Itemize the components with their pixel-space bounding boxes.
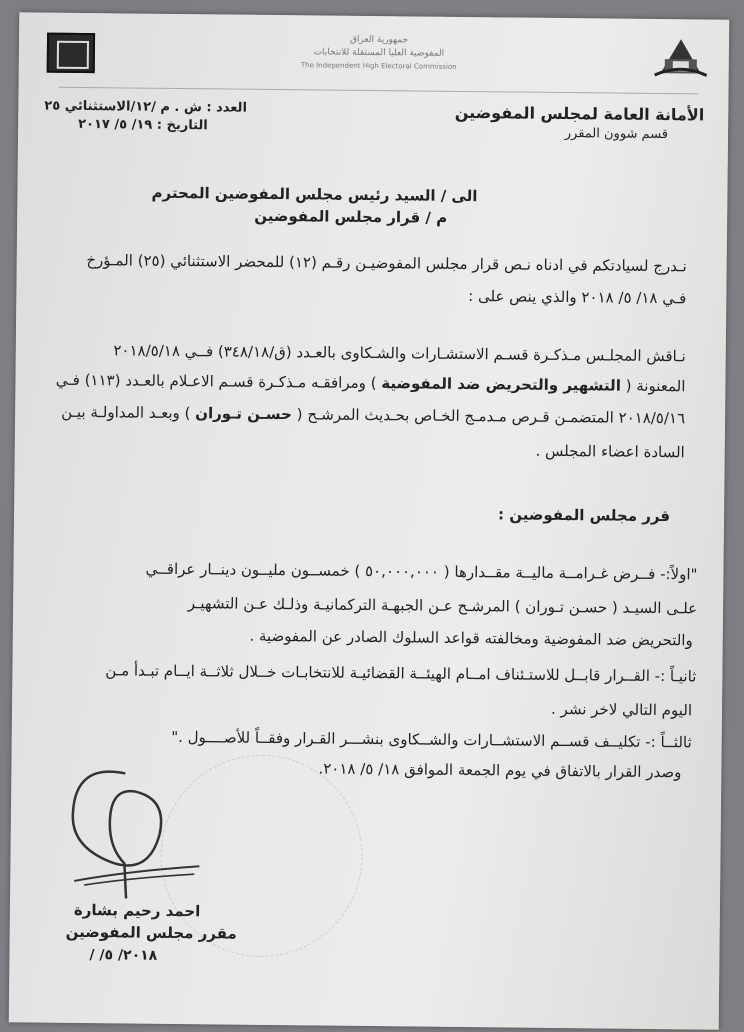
- document-date: التاريخ : ١٩/ ٥/ ٢٠١٧: [78, 116, 208, 134]
- org-title: الأمانة العامة لمجلس المفوضين: [454, 102, 705, 125]
- intro-line-1: نـدرج لسيادتكم في ادناه نـص قرار مجلس المفوضيـن رقـم (١٢) للمحضر الاستثنائي (٢٥) المـؤرخ: [86, 251, 687, 276]
- body-line-3-b: حسـن تـوران: [195, 404, 292, 424]
- body-line-3-c: ) وبعـد المداولـة بيـن: [61, 402, 191, 423]
- header-letterhead: [279, 33, 480, 91]
- body-line-2-a: المعنونة (: [625, 376, 686, 396]
- addressee: الى / السيد رئيس مجلس المفوضين المحترم: [151, 183, 478, 206]
- subject: م / قرار مجلس المفوضين: [254, 206, 448, 227]
- commission-logo-icon: [47, 33, 95, 74]
- signature-icon: [54, 753, 206, 905]
- header-line-1: جمهورية العراق: [349, 34, 409, 46]
- item-first-line-3: والتحريض ضد المفوضية ومخالفته قواعد السلوك الصادر عن المفوضية .: [249, 626, 693, 650]
- body-line-3-a: ٢٠١٨/٥/١٦ المتضمـن قـرص مـدمـج الخـاص بحـديث المرشـح (: [296, 405, 686, 428]
- reference-number: العدد : ش . م /١٢/الاستثنائي ٢٥: [44, 98, 248, 116]
- issued-statement: وصدر القرار بالاتفاق في يوم الجمعة الموافق ١٨/ ٥/ ٢٠١٨.: [318, 759, 682, 782]
- document-page: [9, 12, 730, 1029]
- signatory-title: مقرر مجلس المفوضين: [65, 922, 237, 943]
- iraq-emblem-icon: [651, 33, 711, 80]
- item-third: ثالثــاً :- تكليــف قســم الاستشــارات والشــكاوى بنشـــر القـرار وفقــاً للأصــــول .": [171, 727, 692, 752]
- body-line-2-c: ) ومرافقـه مـذكـرة قسـم الاعـلام بالعـدد (١١٣) فـي: [55, 370, 377, 393]
- item-first-line-1: "اولاً:- فــرض غـرامــة ماليــة مقــدارها ( ٥٠,٠٠٠,٠٠٠ ) خمســون مليــون دينــار عراقــي: [145, 559, 698, 584]
- header-line-2: المفوضية العليا المستقلة للانتخابات: [313, 47, 445, 59]
- body-line-1: نـاقش المجلـس مـذكـرة قسـم الاستشـارات والشـكاوى بالعـدد (ق/٣٤٨/١٨) فــي ٢٠١٨/٥/١٨: [113, 341, 686, 366]
- item-second-line-1: ثانيـاً :- القــرار قابــل للاستـئناف امــام الهيئــة القضائيـة للانتخابـات خــلال ثلاثــة ايــام تبـدأ مـن: [105, 661, 697, 686]
- header-line-3: The Independent High Electoral Commission: [300, 61, 457, 71]
- department: قسم شوون المقرر: [564, 126, 669, 143]
- signatory-date: ٢٠١٨/ ٥/ /: [89, 947, 158, 964]
- body-line-3: [61, 403, 685, 428]
- item-second-line-2: اليوم التالي لاخر نشر .: [550, 699, 693, 720]
- signatory-name: احمد رحيم بشارة: [73, 900, 201, 921]
- body-line-4: السادة اعضاء المجلس .: [535, 441, 685, 462]
- item-first-line-2: علـى السيـد ( حسـن تـوران ) المرشـح عـن الجبهـة التركمانيـة وذلـك عـن التشهيـر: [187, 594, 698, 618]
- body-line-2-b: التشهير والتحريض ضد المفوضية: [381, 374, 621, 395]
- body-line-2: [56, 371, 686, 396]
- decision-heading: قرر مجلس المفوضين :: [497, 505, 671, 526]
- intro-line-2: فـي ١٨/ ٥/ ٢٠١٨ والذي ينص على :: [468, 287, 687, 308]
